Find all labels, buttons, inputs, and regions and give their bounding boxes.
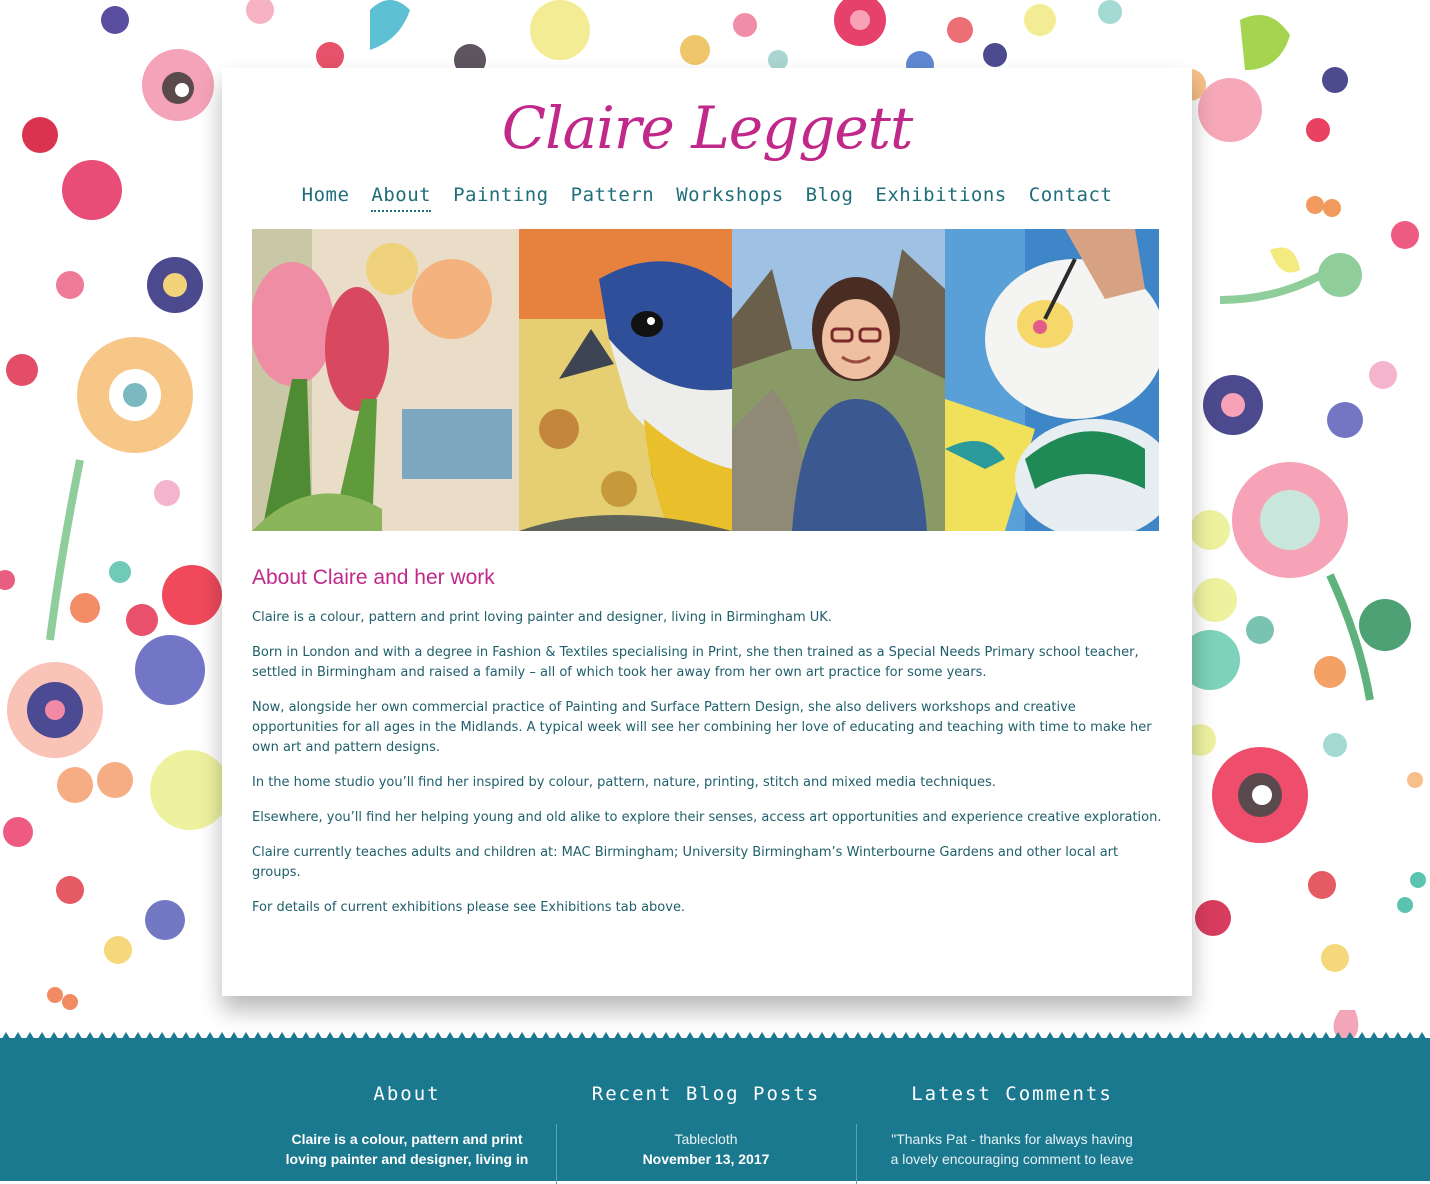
flower-pattern-right <box>1174 15 1426 1045</box>
site-logo[interactable]: Claire Leggett <box>501 94 913 162</box>
footer-about-text-line: loving painter and designer, living in <box>285 1151 529 1167</box>
flower-pattern-left <box>0 6 230 1010</box>
page-title: About Claire and her work <box>252 566 495 589</box>
about-paragraph: Now, alongside her own commercial practice of Painting and Surface Pattern Design, she also delivers workshops and creative opportunities for all ages in the Midlands. A typical week will see her combining her love of educating and teaching with time to make her own art and pattern designs. <box>252 700 1152 755</box>
nav-item-blog[interactable]: Blog <box>805 184 854 206</box>
nav-item-workshops[interactable]: Workshops <box>676 184 784 206</box>
photo-artist-portrait <box>732 229 945 531</box>
recent-post-date: November 13, 2017 <box>642 1151 770 1167</box>
nav-item-home[interactable]: Home <box>301 184 350 206</box>
nav-item-exhibitions[interactable]: Exhibitions <box>875 184 1007 206</box>
site-footer <box>0 1038 1430 1181</box>
latest-comment-text-line[interactable]: "Thanks Pat - thanks for always having <box>891 1131 1133 1147</box>
recent-post-link[interactable]: Tablecloth <box>674 1131 738 1147</box>
about-paragraph: Elsewhere, you’ll find her helping young and old alike to explore their senses, access art opportunities and experience creative exploration. <box>252 810 1162 825</box>
footer-about <box>257 1038 557 1169</box>
nav-item-pattern[interactable]: Pattern <box>570 184 655 206</box>
footer-recent-posts-heading: Recent Blog Posts <box>591 1083 821 1105</box>
footer-recent-posts <box>556 1038 856 1169</box>
about-content <box>252 566 1162 933</box>
nav-item-about[interactable]: About <box>371 184 431 212</box>
nav-item-painting[interactable]: Painting <box>453 184 549 206</box>
footer-about-text-line: Claire is a colour, pattern and print <box>291 1131 523 1147</box>
footer-divider <box>856 1124 857 1184</box>
about-paragraph: Claire currently teaches adults and children at: MAC Birmingham; University Birmingham’s Winterbourne Gardens and other local art groups. <box>252 845 1119 880</box>
about-paragraph: For details of current exhibitions please see Exhibitions tab above. <box>252 900 686 915</box>
latest-comment-text-line[interactable]: a lovely encouraging comment to leave <box>890 1151 1134 1167</box>
about-paragraph: Claire is a colour, pattern and print loving painter and designer, living in Birmingham UK. <box>252 610 832 625</box>
photo-tulips <box>252 229 519 531</box>
main-nav <box>222 184 1192 212</box>
hero-collage <box>252 229 1159 531</box>
about-paragraph: In the home studio you’ll find her inspired by colour, pattern, nature, printing, stitch and mixed media techniques. <box>252 775 996 790</box>
photo-bird-painting <box>519 229 732 531</box>
footer-latest-comments-heading: Latest Comments <box>911 1083 1113 1105</box>
about-paragraph: Born in London and with a degree in Fashion & Textiles specialising in Print, she then trained as a Special Needs Primary school teacher, settled in Birmingham and raised a family – all of which took her away from her own art practice for some years. <box>252 645 1139 680</box>
main-content-card <box>222 68 1192 996</box>
footer-latest-comments <box>862 1038 1162 1169</box>
photo-plate-painting <box>945 229 1159 531</box>
nav-item-contact[interactable]: Contact <box>1028 184 1113 206</box>
footer-about-heading: About <box>373 1083 441 1105</box>
